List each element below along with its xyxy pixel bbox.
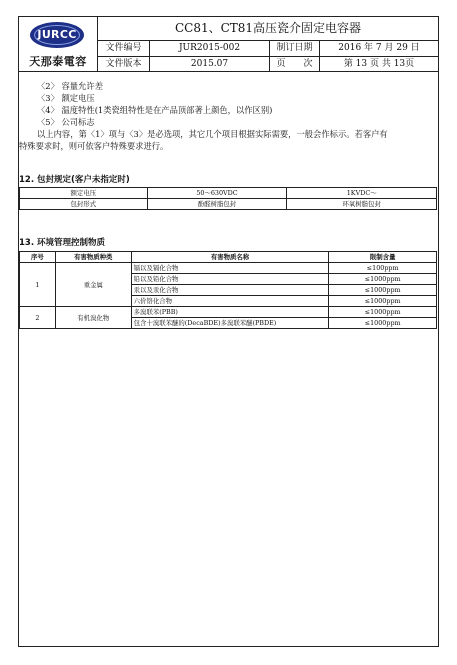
hazardous-substance-table [19, 251, 437, 329]
header-cell: 序号 [20, 252, 56, 263]
substance-name: 多溴联苯(PBB) [131, 307, 329, 318]
substance-name: 镉以及镉化合物 [131, 263, 329, 274]
table-row [20, 307, 437, 318]
company-name: 天那泰電容 [29, 55, 87, 68]
version-value: 2015.07 [150, 56, 270, 71]
page-label: 页 次 [270, 56, 320, 71]
substance-kind: 有机溴化物 [55, 307, 131, 329]
marking-item: 〈2〉 容量允许差 [37, 81, 103, 91]
table-cell: 酚醛树脂包封 [147, 199, 287, 210]
limit-value: ≤1000ppm [329, 274, 437, 285]
table-cell: 额定电压 [20, 188, 148, 199]
limit-value: ≤1000ppm [329, 307, 437, 318]
table-cell: 50～630VDC [147, 188, 287, 199]
limit-value: ≤100ppm [329, 263, 437, 274]
table-header-row [20, 252, 437, 263]
marking-item: 〈5〉 公司标志 [37, 117, 95, 127]
header-cell: 有害物质种类 [55, 252, 131, 263]
logo-block [19, 17, 98, 71]
table-row [20, 199, 437, 210]
doc-no-value: JUR2015-002 [150, 41, 270, 56]
page-value: 第 13 页 共 13页 [320, 56, 438, 71]
substance-name: 铅以及铅化合物 [131, 274, 329, 285]
substance-name: 包含十溴联苯醚的(DecaBDE)多溴联苯醚(PBDE) [131, 318, 329, 329]
table-cell: 1KVDC～ [287, 188, 437, 199]
marking-note: 以上内容，第〈1〉项与〈3〉是必选项，其它几个项目根据实际需要，一般会作标示。若客户有 [37, 129, 388, 139]
row-number: 2 [20, 307, 56, 329]
limit-value: ≤1000ppm [329, 296, 437, 307]
section-title-packaging: 12. 包封规定(客户未指定时) [19, 175, 130, 185]
limit-value: ≤1000ppm [329, 285, 437, 296]
date-label: 制订日期 [270, 41, 320, 56]
limit-value: ≤1000ppm [329, 318, 437, 329]
header-cell: 有害物质名称 [131, 252, 329, 263]
substance-name: 汞以及汞化合物 [131, 285, 329, 296]
document-header [19, 17, 438, 72]
packaging-table [19, 187, 437, 210]
marking-note: 特殊要求时，则可依客户特殊要求进行。 [19, 141, 169, 151]
substance-name: 六价铬化合物 [131, 296, 329, 307]
document-page [18, 16, 439, 647]
table-row [20, 188, 437, 199]
header-cell: 限制含量 [329, 252, 437, 263]
table-cell: 包封形式 [20, 199, 148, 210]
marking-item: 〈3〉 额定电压 [37, 93, 95, 103]
marking-item: 〈4〉 温度特性(1类瓷组特性是在产品顶部著上颜色，以作区别) [37, 105, 273, 115]
table-cell: 环氧树脂包封 [287, 199, 437, 210]
company-logo: JURCC [30, 22, 84, 48]
table-row [20, 263, 437, 274]
document-title: CC81、CT81高压瓷介固定电容器 [98, 17, 438, 41]
row-number: 1 [20, 263, 56, 307]
version-label: 文件版本 [98, 56, 150, 71]
section-title-environment: 13. 环境管理控制物质 [19, 238, 106, 248]
doc-no-label: 文件编号 [98, 41, 150, 56]
date-value: 2016 年 7 月 29 日 [338, 43, 420, 53]
substance-kind: 重金属 [55, 263, 131, 307]
